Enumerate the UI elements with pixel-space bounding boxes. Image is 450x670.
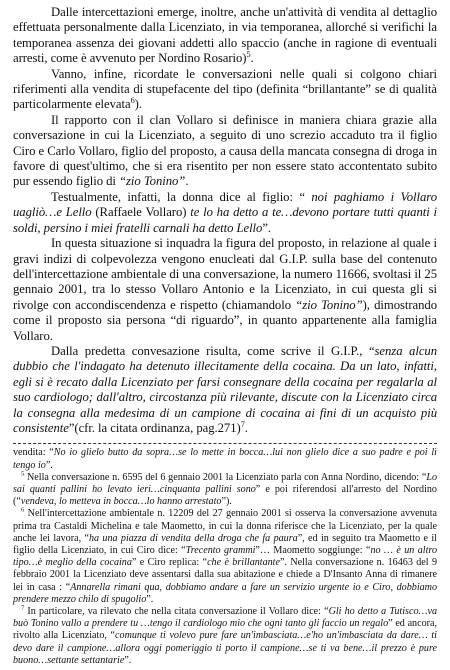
footnote-7: $^7$ In particolare, va rilevato che nella citata conversazione il Vollaro dice: “Gli ho detto a Tutisco…va buò Tonino vallo a prendere tu …tengo il cardiologo mio che ogni tanto gli faccio un regalo” ed ancora, rivolto alla Licenziato, “comunque ti volevo pure fare un'imbasciata…e'ho un'imbasciata da dare… ti devo dare il campione…allora oggi pomeriggio ti porto il campione…se ti va bene…il prezzo è pure buono…settante settantarie”.	[13, 604, 437, 666]
footnotes	[13, 447, 437, 667]
main-text	[13, 5, 437, 436]
footnote-continuation: vendita: “No io glielo butto da sopra…se lo mette in bocca…lui non glielo dice a suo padre e poi lì tengo io”.	[13, 447, 437, 471]
paragraph-5: In questa situazione si inquadra la figura del proposto, in relazione al quale i gravi indizi di colpevolezza vengono enucleati dal G.I.P. sulla base del contenuto dell'intercettazione ambientale di una conversazione, la numero 11666, svoltasi il 25 gennaio 2001, tra lo stesso Vollaro Antonio e la Licenziato, in cui questa gli si rivolge con accondiscendenza e rispetto (chiamandolo “zio Tonino”), dimostrando come il proposto sia persona “di riguardo”, in quanto appartenente alla famiglia Vollaro.	[13, 236, 437, 343]
paragraph-4: Testualmente, infatti, la donna dice al figlio: “ noi paghiamo i Vollaro uagliò…e Lello (Raffaele Vollaro) te lo ha detto a te…devono portare tutti quanti i soldi, persino i miei fratelli carnali ha detto Lello”.	[13, 189, 438, 235]
paragraph-2: Vanno, infine, ricordate le conversazioni nelle quali si colgono chiari riferimenti alla vendita di stupefacente del tipo (definita “brillantante” se di qualità particolarmente elevata$^6$).	[13, 66, 437, 112]
footnote-5: $^5$ Nella conversazione n. 6595 del 6 gennaio 2001 la Licenziato parla con Anna Nordino, dicendo: “Lo sai quanti pallini ho levato ieri…cinquanta pallini sono” e poi riferendosi all'arresto del Nordino (“vendeva, lo metteva in bocca…lo hanno arrestato”).	[13, 470, 437, 508]
paragraph-6: Dalla predetta convesazione risulta, come scrive il G.I.P., “senza alcun dubbio che l'indagato ha detenuto illecitamente della cocaina. Da un lato, infatti, egli si è recato dalla Licenziato per farsi consegnare della cocaina per regalarla al suo cardiologo; dall'altro, circostanza più rilevante, discute con la Licenziato circa la consegna alla medesima di un campione di cocaina ai fini di un acquisto più consistente”(cfr. la citata ordinanza, pag.271)$^7$.	[13, 343, 437, 435]
paragraph-3: Il rapporto con il clan Vollaro si definisce in maniera chiara grazie alla conversazione in cui la Licenziato, a seguito di uno screzio accaduto tra il figlio Ciro e Carlo Vollaro, figlio del proposto, a causa della mancata consegna di droga in favore di quest'ultimo, che si era risentito per non essere stato accontentato subito pur essendo figlio di “zio Tonino”.	[13, 112, 437, 189]
footnote-6: $^6$ Nell'intercettazione ambientale n. 12209 del 27 gennaio 2001 si osserva la conversazione avvenuta prima tra Castaldi Michelina e tale Maometto, in cui la donna riferisce che la Licenziato, per la quale anche lei lavora, “ha una piazza di vendita della droga che fa paura”, ed in seguito tra Maometto e il figlio della Licenziato, in cui Ciro dice: “Trecento grammi”… Maometto soggiunge: “no … è un altro tipo…è meglio della cocaina” e Ciro replica: “che è brillantante”. Nella conversazione n. 16463 del 9 febbraio 2001 la Licenziato deve assentarsi dalla sua abitazione e chiede a D'Insanto Anna di rimanere lei in casa : “Annarella rimani qua, dobbiamo andare a fare un servizio urgente io e Ciro, dobbiamo prendere mezzo chilo di spugolio”.	[13, 507, 438, 605]
footnote-divider	[13, 443, 437, 444]
paragraph-1: Dalle intercettazioni emerge, inoltre, anche un'attività di vendita al dettaglio effettuata personalmente dalla Licenziato, in via temporanea, allorché si verifichi la temporanea assenza dei giovani addetti allo spaccio (anche in ragione di eventuali arresti, come è avvenuto per Nordino Rosario)$^5$.	[13, 5, 437, 66]
